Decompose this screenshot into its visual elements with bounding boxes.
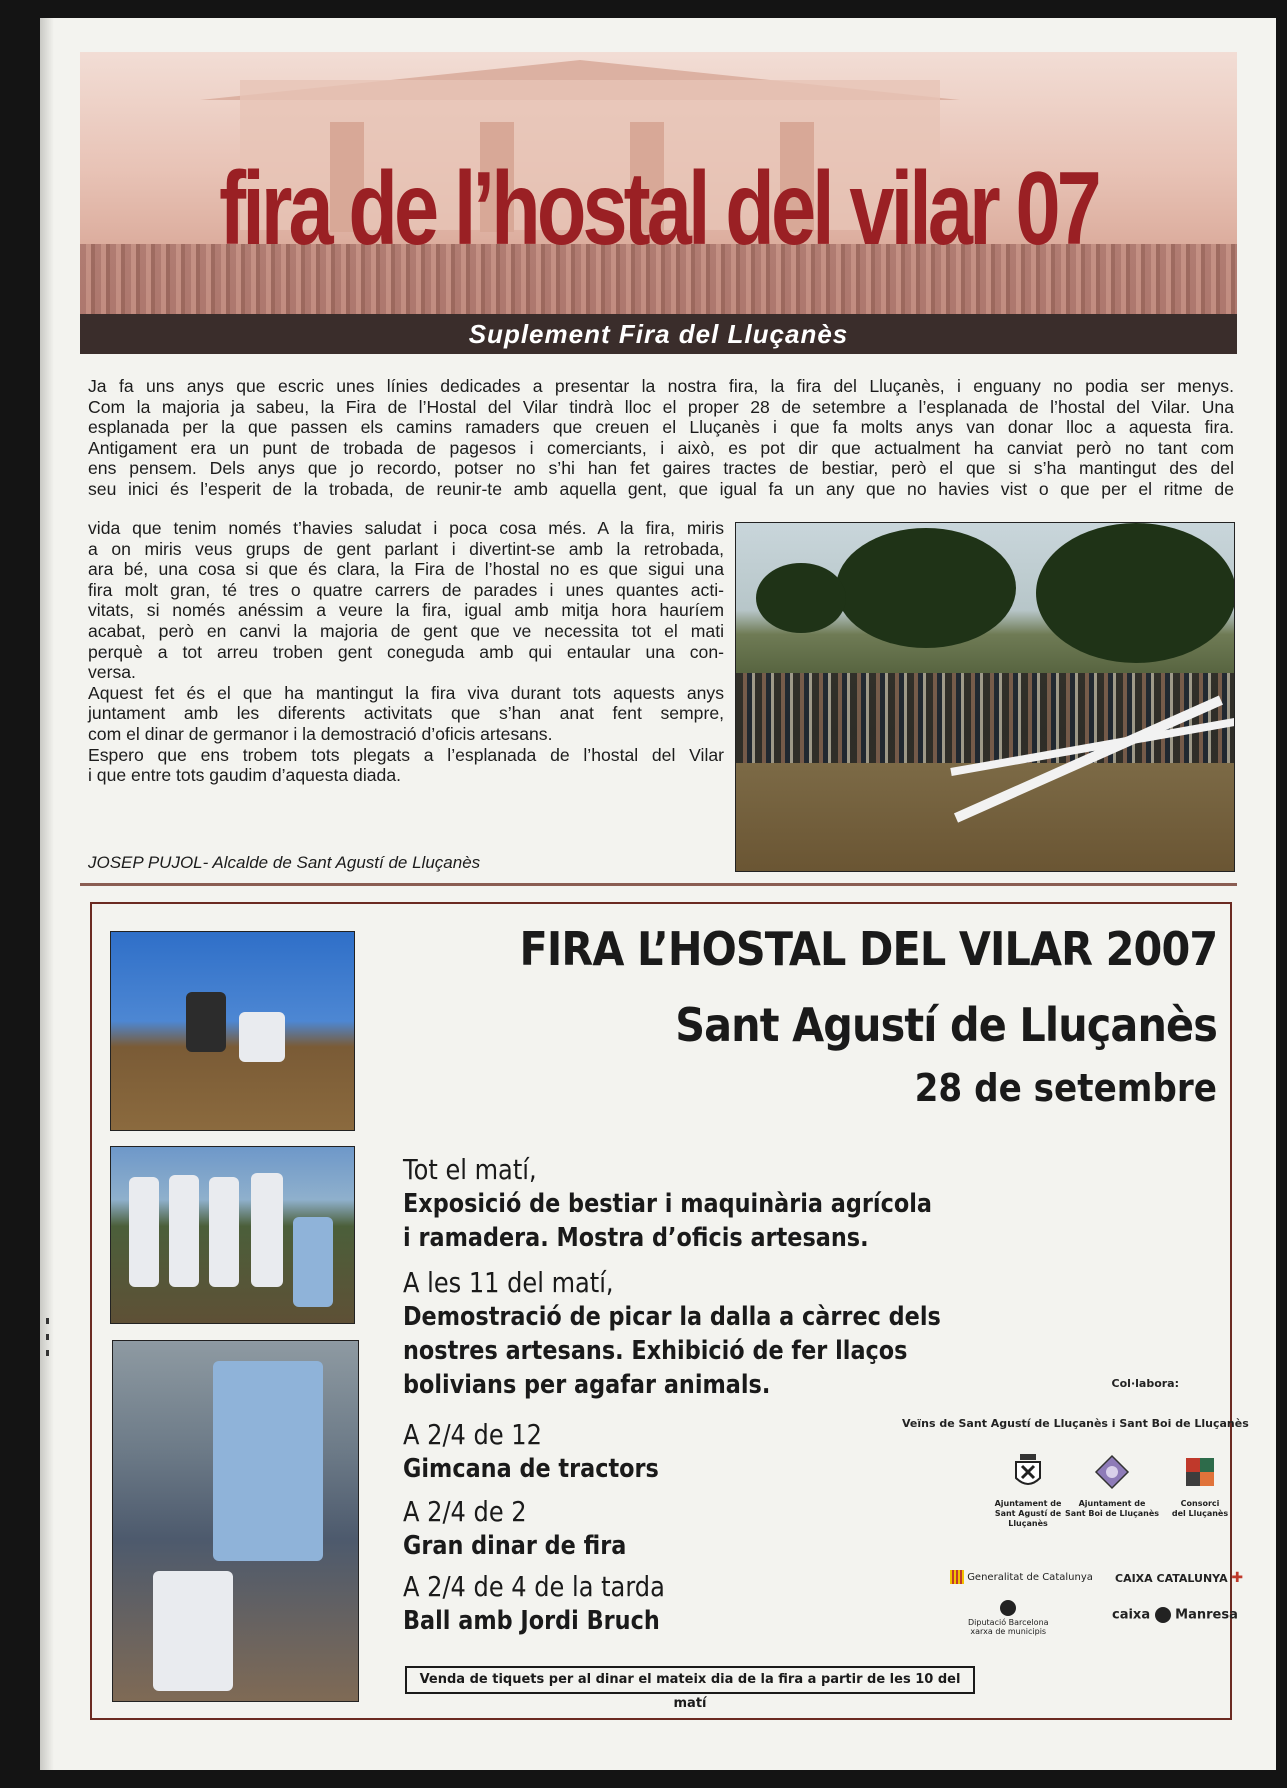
logo-ajuntament-sant-boi	[1062, 1452, 1162, 1519]
cross-icon: ✚	[1231, 1570, 1244, 1586]
schedule-item	[403, 1153, 932, 1255]
logo-caption: Ajuntament de	[994, 1499, 1062, 1508]
article-line: Ja fa uns anys que escric unes línies dedicades a presentar la nostra fira, la fira del Lluçanès, i enguany no podia ser menys.	[88, 376, 1234, 396]
logo-consorci	[1160, 1472, 1240, 1519]
logo-caption: Ajuntament de	[1078, 1499, 1146, 1508]
photo-person	[129, 1177, 159, 1287]
schedule-activity: Gimcana de tractors	[403, 1454, 659, 1484]
article-signature: JOSEP PUJOL- Alcalde de Sant Agustí de Lluçanès	[88, 853, 481, 872]
article-column	[88, 518, 724, 786]
coat-of-arms-icon	[1092, 1452, 1132, 1492]
photo-tree	[836, 528, 1016, 648]
event-date: 28 de setembre	[914, 1066, 1217, 1110]
sponsor-label: caixa	[1112, 1607, 1151, 1623]
article-line: versa.	[88, 662, 136, 683]
sponsor-diputacio	[968, 1600, 1049, 1636]
article-line: acabat, però en canvi la majoria de gent que ve necessita tot el mati	[88, 620, 724, 641]
schedule-item	[403, 1418, 659, 1486]
article-line: vida que tenim només t’havies saludat i poca cosa més. A la fira, miris	[88, 518, 724, 538]
photo-person	[293, 1217, 333, 1307]
photo-person	[186, 992, 226, 1052]
article-line: Espero que ens trobem tots plegats a l’esplanada de l’hostal del Vilar	[88, 744, 724, 765]
fair-crowd-photo	[735, 522, 1235, 872]
schedule-activity: i ramadera. Mostra d’oficis artesans.	[403, 1223, 869, 1253]
article-line: Aquest fet és el que ha mantingut la fira viva durant tots aquests anys	[88, 682, 724, 703]
binding-marks	[46, 1318, 50, 1366]
article-line: Com la majoria ja sabeu, la Fira de l’Hostal del Vilar tindrà lloc el proper 28 de setembre a l’esplanada de l’hostal del Vilar. Una	[88, 396, 1234, 417]
schedule-item	[403, 1495, 626, 1563]
diputacio-icon	[1000, 1600, 1016, 1616]
logo-caption: del Lluçanès	[1171, 1509, 1229, 1518]
schedule-activity: Exposició de bestiar i maquinària agrícola	[403, 1189, 932, 1219]
sponsor-label: Manresa	[1175, 1607, 1238, 1623]
schedule-item	[403, 1570, 665, 1638]
supplement-subtitle: Suplement Fira del Lluçanès	[80, 314, 1237, 354]
schedule-time: A 2/4 de 2	[403, 1495, 527, 1528]
neighbours-credit: Veïns de Sant Agustí de Lluçanès i Sant Boi de Lluçanès	[902, 1417, 1249, 1430]
schedule-activity: Ball amb Jordi Bruch	[403, 1606, 660, 1636]
photo-tree	[1036, 523, 1235, 663]
consorci-icon	[1180, 1452, 1220, 1492]
sponsor-generalitat	[950, 1570, 1093, 1584]
sponsor-caixa-catalunya	[1115, 1570, 1243, 1586]
schedule-time: A les 11 del matí,	[403, 1266, 614, 1299]
article-line: fira molt gran, té tres o quatre carrers de parades i unes quantes acti-	[88, 579, 724, 600]
sponsor-label: CAIXA CATALUNYA	[1115, 1572, 1228, 1585]
schedule-time: A 2/4 de 12	[403, 1418, 542, 1451]
senyera-icon	[950, 1570, 964, 1584]
event-place: Sant Agustí de Lluçanès	[675, 998, 1217, 1052]
section-divider	[80, 883, 1237, 886]
article-line: com el dinar de germanor i la demostració d’oficis artesans.	[88, 723, 553, 744]
article-line: perquè a tot arreu troben gent coneguda amb qui entaular una con-	[88, 641, 724, 662]
sponsor-label: xarxa de municipis	[970, 1627, 1047, 1636]
sponsor-label: Diputació Barcelona	[968, 1618, 1049, 1627]
ticket-note: Venda de tiquets per al dinar el mateix dia de la fira a partir de les 10 del matí	[405, 1666, 975, 1694]
article-line: ara bé, una cosa si que és clara, la Fira de l’hostal no es que sigui una	[88, 559, 724, 580]
photo-person	[209, 1177, 239, 1287]
article-line: ens pensem. Dels anys que jo recordo, potser no s’hi han fet gaires tractes de bestiar, però el que si s’ha mantingut des del	[88, 458, 1234, 479]
article-intro	[88, 376, 1234, 500]
photo-person	[251, 1173, 283, 1287]
logo-caption: Sant Boi de Lluçanès	[1064, 1509, 1160, 1518]
logo-caption: Consorci	[1180, 1499, 1220, 1508]
sponsor-caixa-manresa	[1112, 1607, 1238, 1623]
schedule-item	[403, 1266, 941, 1402]
schedule-time: Tot el matí,	[403, 1153, 537, 1186]
photo-field	[736, 763, 1234, 872]
event-title: FIRA L’HOSTAL DEL VILAR 2007	[519, 922, 1217, 976]
schedule-time: A 2/4 de 4 de la tarda	[403, 1570, 665, 1603]
collab-label: Col·labora:	[1111, 1377, 1179, 1390]
schedule-activity: Gran dinar de fira	[403, 1531, 627, 1561]
schedule-activity: Demostració de picar la dalla a càrrec dels	[403, 1302, 941, 1332]
schedule-activity: bolivians per agafar animals.	[403, 1370, 771, 1400]
page-spine-shadow	[40, 18, 54, 1770]
header-banner	[80, 52, 1237, 314]
article-line: vitats, si només anéssim a veure la fira, igual amb mitja hora hauríem	[88, 600, 724, 621]
logo-caption: Sant Agustí de Lluçanès	[994, 1509, 1062, 1528]
sponsor-label: Generalitat de Catalunya	[967, 1572, 1093, 1583]
article-line: seu inici és l’esperit de la trobada, de reunir-te amb aquella gent, que igual fa un any que no havies vist o que per el ritme de	[88, 478, 1234, 499]
article-line: juntament amb les diferents activitats que s’han anat fent sempre,	[88, 703, 724, 724]
sack-worker-photo	[112, 1340, 359, 1702]
haystack-photo	[110, 931, 355, 1131]
page-title: fira de l’hostal del vilar 07	[219, 151, 1098, 267]
artisans-group-photo	[110, 1146, 355, 1324]
photo-person	[213, 1361, 323, 1561]
caixa-manresa-icon	[1155, 1607, 1171, 1623]
article-line: esplanada per la que passen els camins ramaders que creuen el Lluçanès i que fa molts anys van donar lloc a aquesta fira.	[88, 417, 1234, 438]
photo-sack	[153, 1571, 233, 1691]
article-line: i que entre tots gaudim d’aquesta diada.	[88, 765, 401, 786]
photo-person	[239, 1012, 285, 1062]
article-line: a on miris veus grups de gent parlant i divertint-se amb la retrobada,	[88, 538, 724, 559]
article-line: Antigament era un punt de trobada de pagesos i comerciants, i això, es pot dir que actualment ha canviat però no tant com	[88, 437, 1234, 458]
photo-person	[169, 1175, 199, 1287]
photo-tree	[756, 563, 846, 633]
coat-of-arms-icon	[1008, 1452, 1048, 1492]
schedule-activity: nostres artesans. Exhibició de fer llaços	[403, 1336, 908, 1366]
